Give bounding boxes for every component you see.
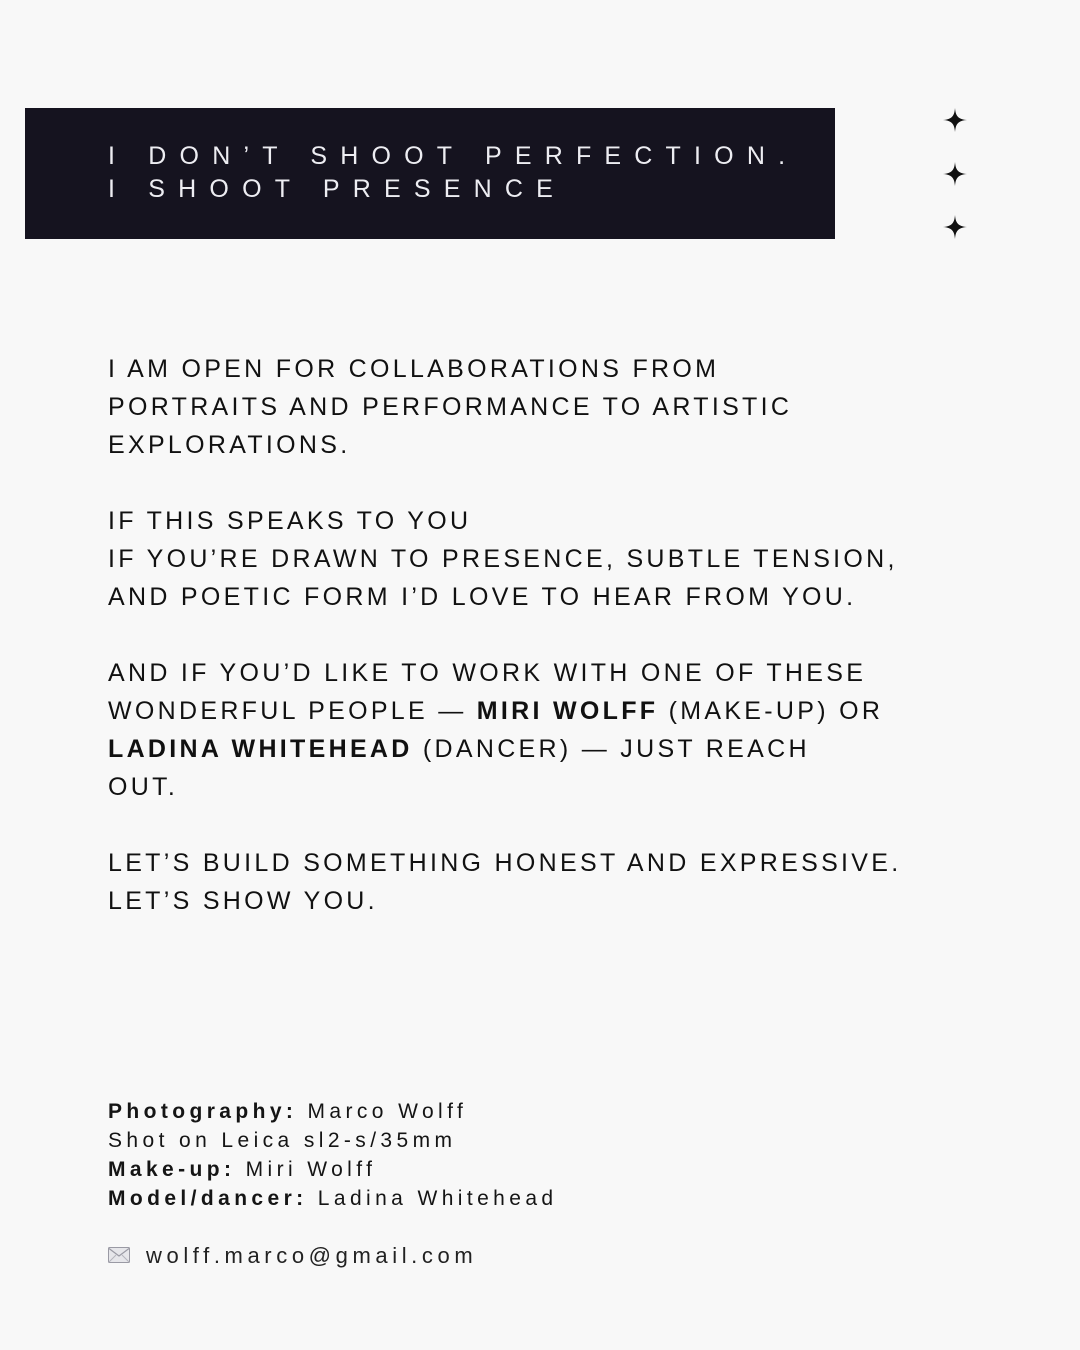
closing-line-1: LET’S BUILD SOMETHING HONEST AND EXPRESSIVE. [108,849,902,877]
collab-line-3 [108,730,1068,768]
email-address[interactable]: wolff.marco@gmail.com [146,1243,478,1268]
intro-paragraph [108,350,1068,464]
credit-label: Model/dancer: [108,1187,308,1210]
headline-banner [25,108,835,239]
speaks-paragraph [108,502,1068,616]
collab-text: (MAKE-UP) OR [658,697,884,725]
credit-model [108,1184,558,1213]
credit-value: Marco Wolff [297,1100,468,1123]
collab-text: (DANCER) — JUST REACH [412,735,810,763]
speaks-line-1: IF THIS SPEAKS TO YOU [108,507,472,535]
contact-email[interactable] [108,1242,477,1270]
headline-line-2: I SHOOT PRESENCE [108,175,567,203]
credit-camera: Shot on Leica sl2-s/35mm [108,1129,457,1152]
dancer-name: LADINA WHITEHEAD [108,735,413,763]
closing-paragraph [108,844,1068,920]
closing-line-2: LET’S SHOW YOU. [108,887,378,915]
credit-makeup [108,1155,558,1184]
credit-photography [108,1097,558,1126]
headline-line-1: I DON’T SHOOT PERFECTION. [108,142,799,170]
credit-value: Ladina Whitehead [307,1187,558,1210]
makeup-artist-name: MIRI WOLFF [476,697,659,725]
speaks-line-2: IF YOU’RE DRAWN TO PRESENCE, SUBTLE TENSION, [108,545,898,573]
credit-label: Photography: [108,1100,298,1123]
credit-label: Make-up: [108,1158,236,1181]
intro-line-3: EXPLORATIONS. [108,431,351,459]
sparkle-icon [943,108,967,132]
credit-value: Miri Wolff [235,1158,377,1181]
collab-line-4: OUT. [108,773,179,801]
intro-line-1: I AM OPEN FOR COLLABORATIONS FROM [108,355,720,383]
intro-line-2: PORTRAITS AND PERFORMANCE TO ARTISTIC [108,393,793,421]
collab-text: WONDERFUL PEOPLE — [108,697,477,725]
collab-line-1: AND IF YOU’D LIKE TO WORK WITH ONE OF THESE [108,659,867,687]
speaks-line-3: AND POETIC FORM I’D LOVE TO HEAR FROM YOU. [108,583,857,611]
collab-paragraph [108,654,1068,806]
credits-block [108,1097,558,1213]
sparkle-icon [943,162,967,186]
collab-line-2 [108,692,1068,730]
envelope-icon [108,1247,130,1263]
sparkle-icon [943,215,967,239]
